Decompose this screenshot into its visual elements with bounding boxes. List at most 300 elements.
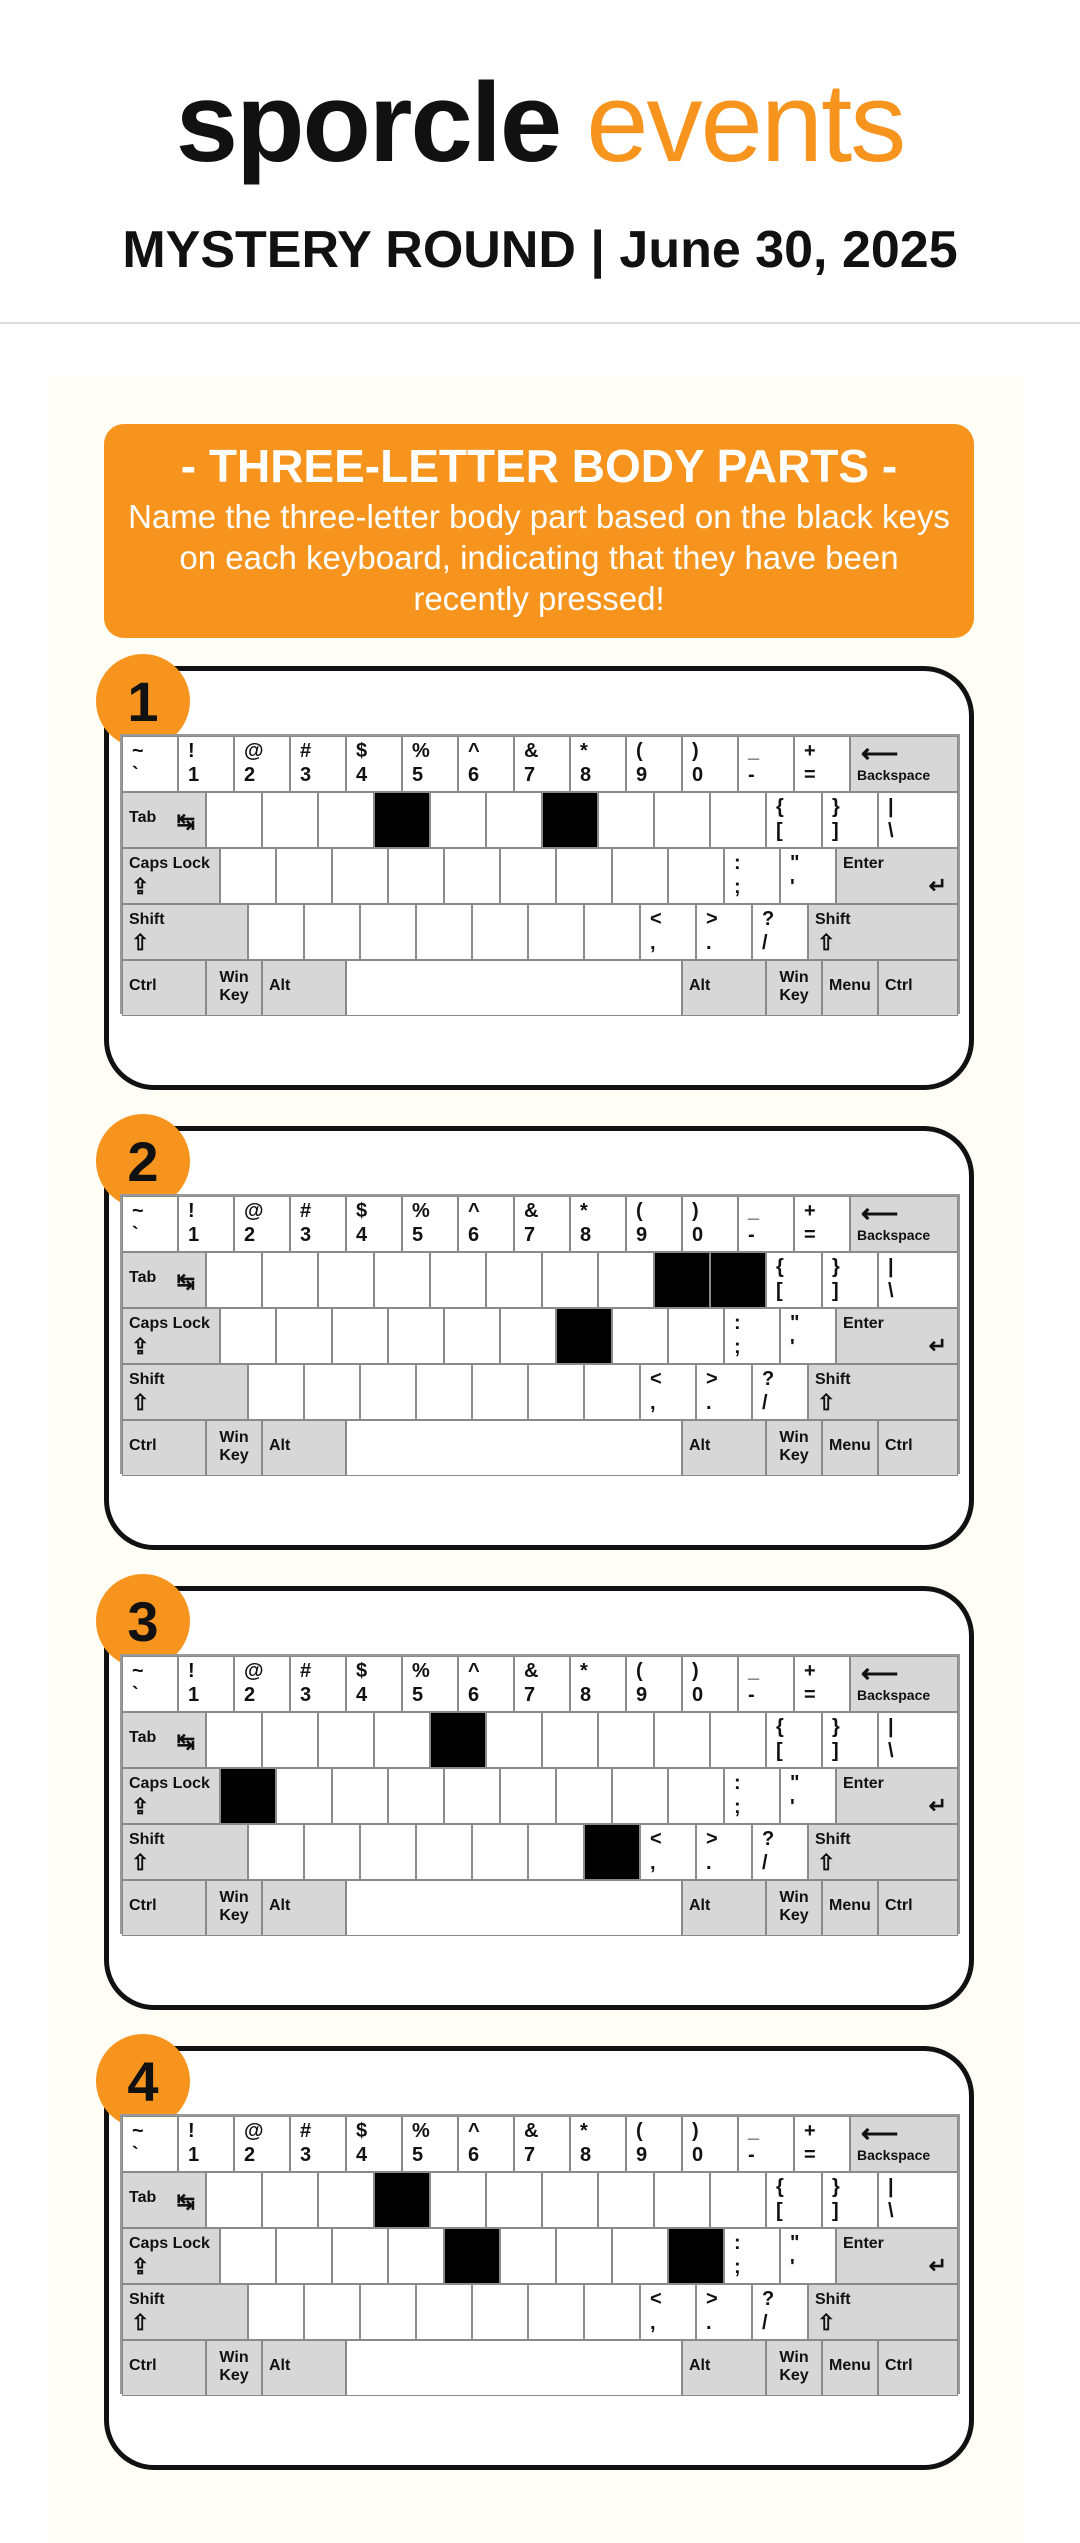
key-shift-symbol: ~ <box>132 1660 144 1682</box>
key-semicolon[interactable] <box>724 1308 780 1364</box>
key-p[interactable] <box>710 792 766 848</box>
key-w[interactable] <box>262 1712 318 1768</box>
key-f[interactable] <box>388 848 444 904</box>
key-9[interactable] <box>626 736 682 792</box>
key-alt-right[interactable] <box>682 960 766 1016</box>
key-u[interactable] <box>542 1252 598 1308</box>
key-shift-right[interactable] <box>808 904 958 960</box>
key-alt-left[interactable] <box>262 960 346 1016</box>
puzzle-number-badge: 1 <box>96 654 190 748</box>
key-0[interactable] <box>682 1196 738 1252</box>
key-r[interactable] <box>374 792 430 848</box>
key-q[interactable] <box>206 1252 262 1308</box>
key-alt-right[interactable] <box>682 1880 766 1936</box>
key-c[interactable] <box>360 904 416 960</box>
key-2[interactable] <box>234 2116 290 2172</box>
key-label: Shift <box>129 2291 165 2308</box>
key-c[interactable] <box>360 1824 416 1880</box>
key-h[interactable] <box>500 1308 556 1364</box>
key-win-left[interactable] <box>206 2340 262 2396</box>
key-ctrl-left[interactable] <box>122 1420 206 1476</box>
key-3[interactable] <box>290 1196 346 1252</box>
key-1[interactable] <box>178 736 234 792</box>
key-comma[interactable] <box>640 1364 696 1420</box>
key-alt-left[interactable] <box>262 1880 346 1936</box>
key-6[interactable] <box>458 1656 514 1712</box>
key-r[interactable] <box>374 1712 430 1768</box>
key-minus[interactable] <box>738 1656 794 1712</box>
key-2[interactable] <box>234 1196 290 1252</box>
key-w[interactable] <box>262 792 318 848</box>
key-caps-lock[interactable] <box>122 1308 220 1364</box>
key-6[interactable] <box>458 736 514 792</box>
key-win-left[interactable] <box>206 1880 262 1936</box>
key-3[interactable] <box>290 736 346 792</box>
keyboard <box>120 1654 960 1934</box>
key-equal[interactable] <box>794 1656 850 1712</box>
key-shift-symbol: < <box>650 1828 662 1850</box>
key-period[interactable] <box>696 1824 752 1880</box>
key-f[interactable] <box>388 1308 444 1364</box>
key-rbrace[interactable] <box>822 792 878 848</box>
key-a[interactable] <box>220 1768 276 1824</box>
key-m[interactable] <box>584 1824 640 1880</box>
key-equal[interactable] <box>794 736 850 792</box>
key-shift-right[interactable] <box>808 1824 958 1880</box>
key-symbol: 9 <box>636 2144 648 2166</box>
key-t[interactable] <box>430 792 486 848</box>
key-ctrl-left[interactable] <box>122 960 206 1016</box>
key-i[interactable] <box>598 1252 654 1308</box>
key-equal[interactable] <box>794 1196 850 1252</box>
key-label: Menu <box>829 2357 871 2374</box>
key-x[interactable] <box>304 2284 360 2340</box>
key-comma[interactable] <box>640 2284 696 2340</box>
key-symbol: 2 <box>244 2144 256 2166</box>
key-9[interactable] <box>626 1656 682 1712</box>
key-j[interactable] <box>556 1308 612 1364</box>
key-z[interactable] <box>248 2284 304 2340</box>
key-b[interactable] <box>472 1364 528 1420</box>
key-space[interactable] <box>346 1420 682 1476</box>
key-8[interactable] <box>570 736 626 792</box>
key-y[interactable] <box>486 1712 542 1768</box>
key-alt-left[interactable] <box>262 1420 346 1476</box>
key-shift-symbol: & <box>524 1660 539 1682</box>
key-q[interactable] <box>206 1712 262 1768</box>
key-u[interactable] <box>542 1712 598 1768</box>
key-j[interactable] <box>556 848 612 904</box>
key-slash[interactable] <box>752 1824 808 1880</box>
key-a[interactable] <box>220 1308 276 1364</box>
key-i[interactable] <box>598 792 654 848</box>
key-minus[interactable] <box>738 1196 794 1252</box>
key-m[interactable] <box>584 904 640 960</box>
key-5[interactable] <box>402 1656 458 1712</box>
key-alt-left[interactable] <box>262 2340 346 2396</box>
key-h[interactable] <box>500 848 556 904</box>
key-lbrace[interactable] <box>766 2172 822 2228</box>
key-3[interactable] <box>290 1656 346 1712</box>
key-s[interactable] <box>276 848 332 904</box>
key-period[interactable] <box>696 904 752 960</box>
key-shift-symbol: * <box>580 1200 588 1222</box>
key-slash[interactable] <box>752 1364 808 1420</box>
key-0[interactable] <box>682 2116 738 2172</box>
key-symbol: 8 <box>580 2144 592 2166</box>
key-n[interactable] <box>528 1824 584 1880</box>
key-symbol: . <box>706 2312 712 2334</box>
key-lbrace[interactable] <box>766 1252 822 1308</box>
key-enter[interactable] <box>836 1768 958 1824</box>
key-8[interactable] <box>570 2116 626 2172</box>
key-l[interactable] <box>668 1768 724 1824</box>
key-7[interactable] <box>514 736 570 792</box>
key-shift-symbol: ^ <box>468 1200 480 1222</box>
key-4[interactable] <box>346 2116 402 2172</box>
key-d[interactable] <box>332 1308 388 1364</box>
key-enter[interactable] <box>836 1308 958 1364</box>
key-3[interactable] <box>290 2116 346 2172</box>
key-k[interactable] <box>612 1308 668 1364</box>
key-menu[interactable] <box>822 1880 878 1936</box>
key-v[interactable] <box>416 2284 472 2340</box>
key-caps-lock[interactable] <box>122 2228 220 2284</box>
key-win-right[interactable] <box>766 960 822 1016</box>
key-c[interactable] <box>360 1364 416 1420</box>
key-symbol: ` <box>132 1224 139 1246</box>
key-tab[interactable] <box>122 1712 206 1768</box>
key-enter[interactable] <box>836 2228 958 2284</box>
key-shift-symbol: & <box>524 740 539 762</box>
key-semicolon[interactable] <box>724 2228 780 2284</box>
key-4[interactable] <box>346 1196 402 1252</box>
key-shift-right[interactable] <box>808 1364 958 1420</box>
key-p[interactable] <box>710 2172 766 2228</box>
key-p[interactable] <box>710 1712 766 1768</box>
key-label: Enter <box>843 1315 884 1332</box>
key-tab[interactable] <box>122 1252 206 1308</box>
key-win-left[interactable] <box>206 960 262 1016</box>
key-l[interactable] <box>668 848 724 904</box>
key-y[interactable] <box>486 1252 542 1308</box>
key-8[interactable] <box>570 1196 626 1252</box>
key-shift-symbol: ? <box>762 2288 775 2310</box>
key-backspace[interactable] <box>850 2116 958 2172</box>
key-period[interactable] <box>696 2284 752 2340</box>
key-0[interactable] <box>682 1656 738 1712</box>
key-win-right[interactable] <box>766 2340 822 2396</box>
key-win-left[interactable] <box>206 1420 262 1476</box>
key-symbol: 0 <box>692 764 704 786</box>
key-b[interactable] <box>472 904 528 960</box>
key-shift-symbol: > <box>706 1368 718 1390</box>
key-z[interactable] <box>248 1824 304 1880</box>
key-t[interactable] <box>430 1252 486 1308</box>
key-p[interactable] <box>710 1252 766 1308</box>
key-shift-symbol: > <box>706 1828 718 1850</box>
key-4[interactable] <box>346 736 402 792</box>
key-label: Win Key <box>219 2349 249 2384</box>
key-symbol: 6 <box>468 1224 480 1246</box>
key-t[interactable] <box>430 2172 486 2228</box>
key-symbol: - <box>748 764 755 786</box>
key-space[interactable] <box>346 960 682 1016</box>
key-rbrace[interactable] <box>822 1252 878 1308</box>
key-j[interactable] <box>556 1768 612 1824</box>
key-semicolon[interactable] <box>724 848 780 904</box>
key-label: Win Key <box>779 1429 809 1464</box>
key-shift-symbol: & <box>524 2120 539 2142</box>
key-backslash[interactable] <box>878 1252 958 1308</box>
key-symbol: ; <box>734 876 741 898</box>
key-enter[interactable] <box>836 848 958 904</box>
key-label: Caps Lock <box>129 1775 210 1792</box>
key-grave[interactable] <box>122 1196 178 1252</box>
key-o[interactable] <box>654 1252 710 1308</box>
key-1[interactable] <box>178 1656 234 1712</box>
header <box>0 0 1080 324</box>
key-label: Alt <box>269 977 291 994</box>
key-4[interactable] <box>346 1656 402 1712</box>
key-c[interactable] <box>360 2284 416 2340</box>
key-e[interactable] <box>318 1252 374 1308</box>
key-f[interactable] <box>388 1768 444 1824</box>
key-v[interactable] <box>416 1364 472 1420</box>
key-d[interactable] <box>332 848 388 904</box>
key-5[interactable] <box>402 2116 458 2172</box>
key-v[interactable] <box>416 1824 472 1880</box>
key-e[interactable] <box>318 792 374 848</box>
key-alt-right[interactable] <box>682 2340 766 2396</box>
key-quote[interactable] <box>780 1308 836 1364</box>
key-h[interactable] <box>500 1768 556 1824</box>
key-k[interactable] <box>612 848 668 904</box>
key-quote[interactable] <box>780 2228 836 2284</box>
key-u[interactable] <box>542 2172 598 2228</box>
key-v[interactable] <box>416 904 472 960</box>
key-k[interactable] <box>612 1768 668 1824</box>
key-shift-symbol: < <box>650 908 662 930</box>
key-semicolon[interactable] <box>724 1768 780 1824</box>
key-grave[interactable] <box>122 1656 178 1712</box>
key-shift-right[interactable] <box>808 2284 958 2340</box>
key-shift-symbol: ^ <box>468 2120 480 2142</box>
key-menu[interactable] <box>822 1420 878 1476</box>
key-u[interactable] <box>542 792 598 848</box>
key-symbol: [ <box>776 1280 783 1302</box>
key-symbol: ' <box>790 2256 795 2278</box>
key-m[interactable] <box>584 2284 640 2340</box>
key-label: Tab <box>129 1729 157 1746</box>
key-y[interactable] <box>486 792 542 848</box>
key-comma[interactable] <box>640 1824 696 1880</box>
key-space[interactable] <box>346 1880 682 1936</box>
key-f[interactable] <box>388 2228 444 2284</box>
key-shift-symbol: % <box>412 740 430 762</box>
key-symbol: / <box>762 932 768 954</box>
key-ctrl-left[interactable] <box>122 1880 206 1936</box>
key-a[interactable] <box>220 2228 276 2284</box>
key-g[interactable] <box>444 1308 500 1364</box>
key-6[interactable] <box>458 2116 514 2172</box>
key-space[interactable] <box>346 2340 682 2396</box>
key-q[interactable] <box>206 2172 262 2228</box>
key-e[interactable] <box>318 2172 374 2228</box>
key-r[interactable] <box>374 1252 430 1308</box>
key-z[interactable] <box>248 1364 304 1420</box>
key-shift-left[interactable] <box>122 1364 248 1420</box>
key-shift-symbol: $ <box>356 740 368 762</box>
key-shift-symbol: ? <box>762 908 775 930</box>
key-7[interactable] <box>514 1656 570 1712</box>
key-a[interactable] <box>220 848 276 904</box>
key-label: Caps Lock <box>129 2235 210 2252</box>
shift-arrow-icon: ⇧ <box>817 1850 836 1875</box>
key-ctrl-right[interactable] <box>878 1880 958 1936</box>
key-t[interactable] <box>430 1712 486 1768</box>
key-x[interactable] <box>304 1364 360 1420</box>
key-9[interactable] <box>626 1196 682 1252</box>
key-s[interactable] <box>276 1308 332 1364</box>
key-symbol: 0 <box>692 1224 704 1246</box>
key-symbol: 0 <box>692 1684 704 1706</box>
key-z[interactable] <box>248 904 304 960</box>
key-9[interactable] <box>626 2116 682 2172</box>
key-shift-left[interactable] <box>122 1824 248 1880</box>
key-1[interactable] <box>178 2116 234 2172</box>
key-menu[interactable] <box>822 2340 878 2396</box>
key-s[interactable] <box>276 1768 332 1824</box>
key-backspace[interactable] <box>850 1656 958 1712</box>
key-g[interactable] <box>444 1768 500 1824</box>
key-5[interactable] <box>402 736 458 792</box>
key-caps-lock[interactable] <box>122 848 220 904</box>
key-menu[interactable] <box>822 960 878 1016</box>
key-s[interactable] <box>276 2228 332 2284</box>
key-i[interactable] <box>598 1712 654 1768</box>
key-quote[interactable] <box>780 1768 836 1824</box>
key-backslash[interactable] <box>878 1712 958 1768</box>
key-d[interactable] <box>332 2228 388 2284</box>
key-e[interactable] <box>318 1712 374 1768</box>
key-period[interactable] <box>696 1364 752 1420</box>
key-tab[interactable] <box>122 792 206 848</box>
key-ctrl-left[interactable] <box>122 2340 206 2396</box>
key-lbrace[interactable] <box>766 792 822 848</box>
key-0[interactable] <box>682 736 738 792</box>
key-equal[interactable] <box>794 2116 850 2172</box>
key-minus[interactable] <box>738 736 794 792</box>
key-alt-right[interactable] <box>682 1420 766 1476</box>
key-o[interactable] <box>654 2172 710 2228</box>
key-2[interactable] <box>234 736 290 792</box>
key-2[interactable] <box>234 1656 290 1712</box>
key-caps-lock[interactable] <box>122 1768 220 1824</box>
key-slash[interactable] <box>752 2284 808 2340</box>
key-6[interactable] <box>458 1196 514 1252</box>
key-w[interactable] <box>262 1252 318 1308</box>
key-5[interactable] <box>402 1196 458 1252</box>
key-7[interactable] <box>514 1196 570 1252</box>
key-1[interactable] <box>178 1196 234 1252</box>
key-g[interactable] <box>444 2228 500 2284</box>
key-label: Tab <box>129 809 157 826</box>
key-g[interactable] <box>444 848 500 904</box>
key-grave[interactable] <box>122 736 178 792</box>
key-b[interactable] <box>472 2284 528 2340</box>
key-label: Ctrl <box>885 1897 913 1914</box>
key-x[interactable] <box>304 904 360 960</box>
key-tab[interactable] <box>122 2172 206 2228</box>
key-symbol: = <box>804 1224 816 1246</box>
key-i[interactable] <box>598 2172 654 2228</box>
key-backslash[interactable] <box>878 792 958 848</box>
key-rbrace[interactable] <box>822 1712 878 1768</box>
key-shift-left[interactable] <box>122 904 248 960</box>
key-n[interactable] <box>528 1364 584 1420</box>
key-k[interactable] <box>612 2228 668 2284</box>
key-ctrl-right[interactable] <box>878 1420 958 1476</box>
key-n[interactable] <box>528 904 584 960</box>
key-symbol: 5 <box>412 1224 424 1246</box>
key-l[interactable] <box>668 1308 724 1364</box>
key-label: Alt <box>269 1437 291 1454</box>
key-m[interactable] <box>584 1364 640 1420</box>
key-r[interactable] <box>374 2172 430 2228</box>
key-label: Win Key <box>779 1889 809 1924</box>
key-ctrl-right[interactable] <box>878 2340 958 2396</box>
key-ctrl-right[interactable] <box>878 960 958 1016</box>
key-o[interactable] <box>654 1712 710 1768</box>
key-y[interactable] <box>486 2172 542 2228</box>
key-b[interactable] <box>472 1824 528 1880</box>
key-8[interactable] <box>570 1656 626 1712</box>
key-l[interactable] <box>668 2228 724 2284</box>
key-shift-symbol: _ <box>748 740 760 762</box>
key-lbrace[interactable] <box>766 1712 822 1768</box>
key-7[interactable] <box>514 2116 570 2172</box>
key-minus[interactable] <box>738 2116 794 2172</box>
key-backslash[interactable] <box>878 2172 958 2228</box>
key-h[interactable] <box>500 2228 556 2284</box>
key-q[interactable] <box>206 792 262 848</box>
key-symbol: - <box>748 1684 755 1706</box>
key-win-right[interactable] <box>766 1880 822 1936</box>
key-rbrace[interactable] <box>822 2172 878 2228</box>
key-shift-left[interactable] <box>122 2284 248 2340</box>
key-label: Win Key <box>219 969 249 1004</box>
key-grave[interactable] <box>122 2116 178 2172</box>
key-x[interactable] <box>304 1824 360 1880</box>
key-slash[interactable] <box>752 904 808 960</box>
key-o[interactable] <box>654 792 710 848</box>
key-j[interactable] <box>556 2228 612 2284</box>
key-shift-symbol: + <box>804 1660 816 1682</box>
key-label: Win Key <box>219 1889 249 1924</box>
key-quote[interactable] <box>780 848 836 904</box>
key-backspace[interactable] <box>850 1196 958 1252</box>
key-w[interactable] <box>262 2172 318 2228</box>
key-label: Win Key <box>219 1429 249 1464</box>
key-symbol: / <box>762 1852 768 1874</box>
keyboard <box>120 734 960 1014</box>
key-backspace[interactable] <box>850 736 958 792</box>
key-win-right[interactable] <box>766 1420 822 1476</box>
key-d[interactable] <box>332 1768 388 1824</box>
key-comma[interactable] <box>640 904 696 960</box>
key-n[interactable] <box>528 2284 584 2340</box>
